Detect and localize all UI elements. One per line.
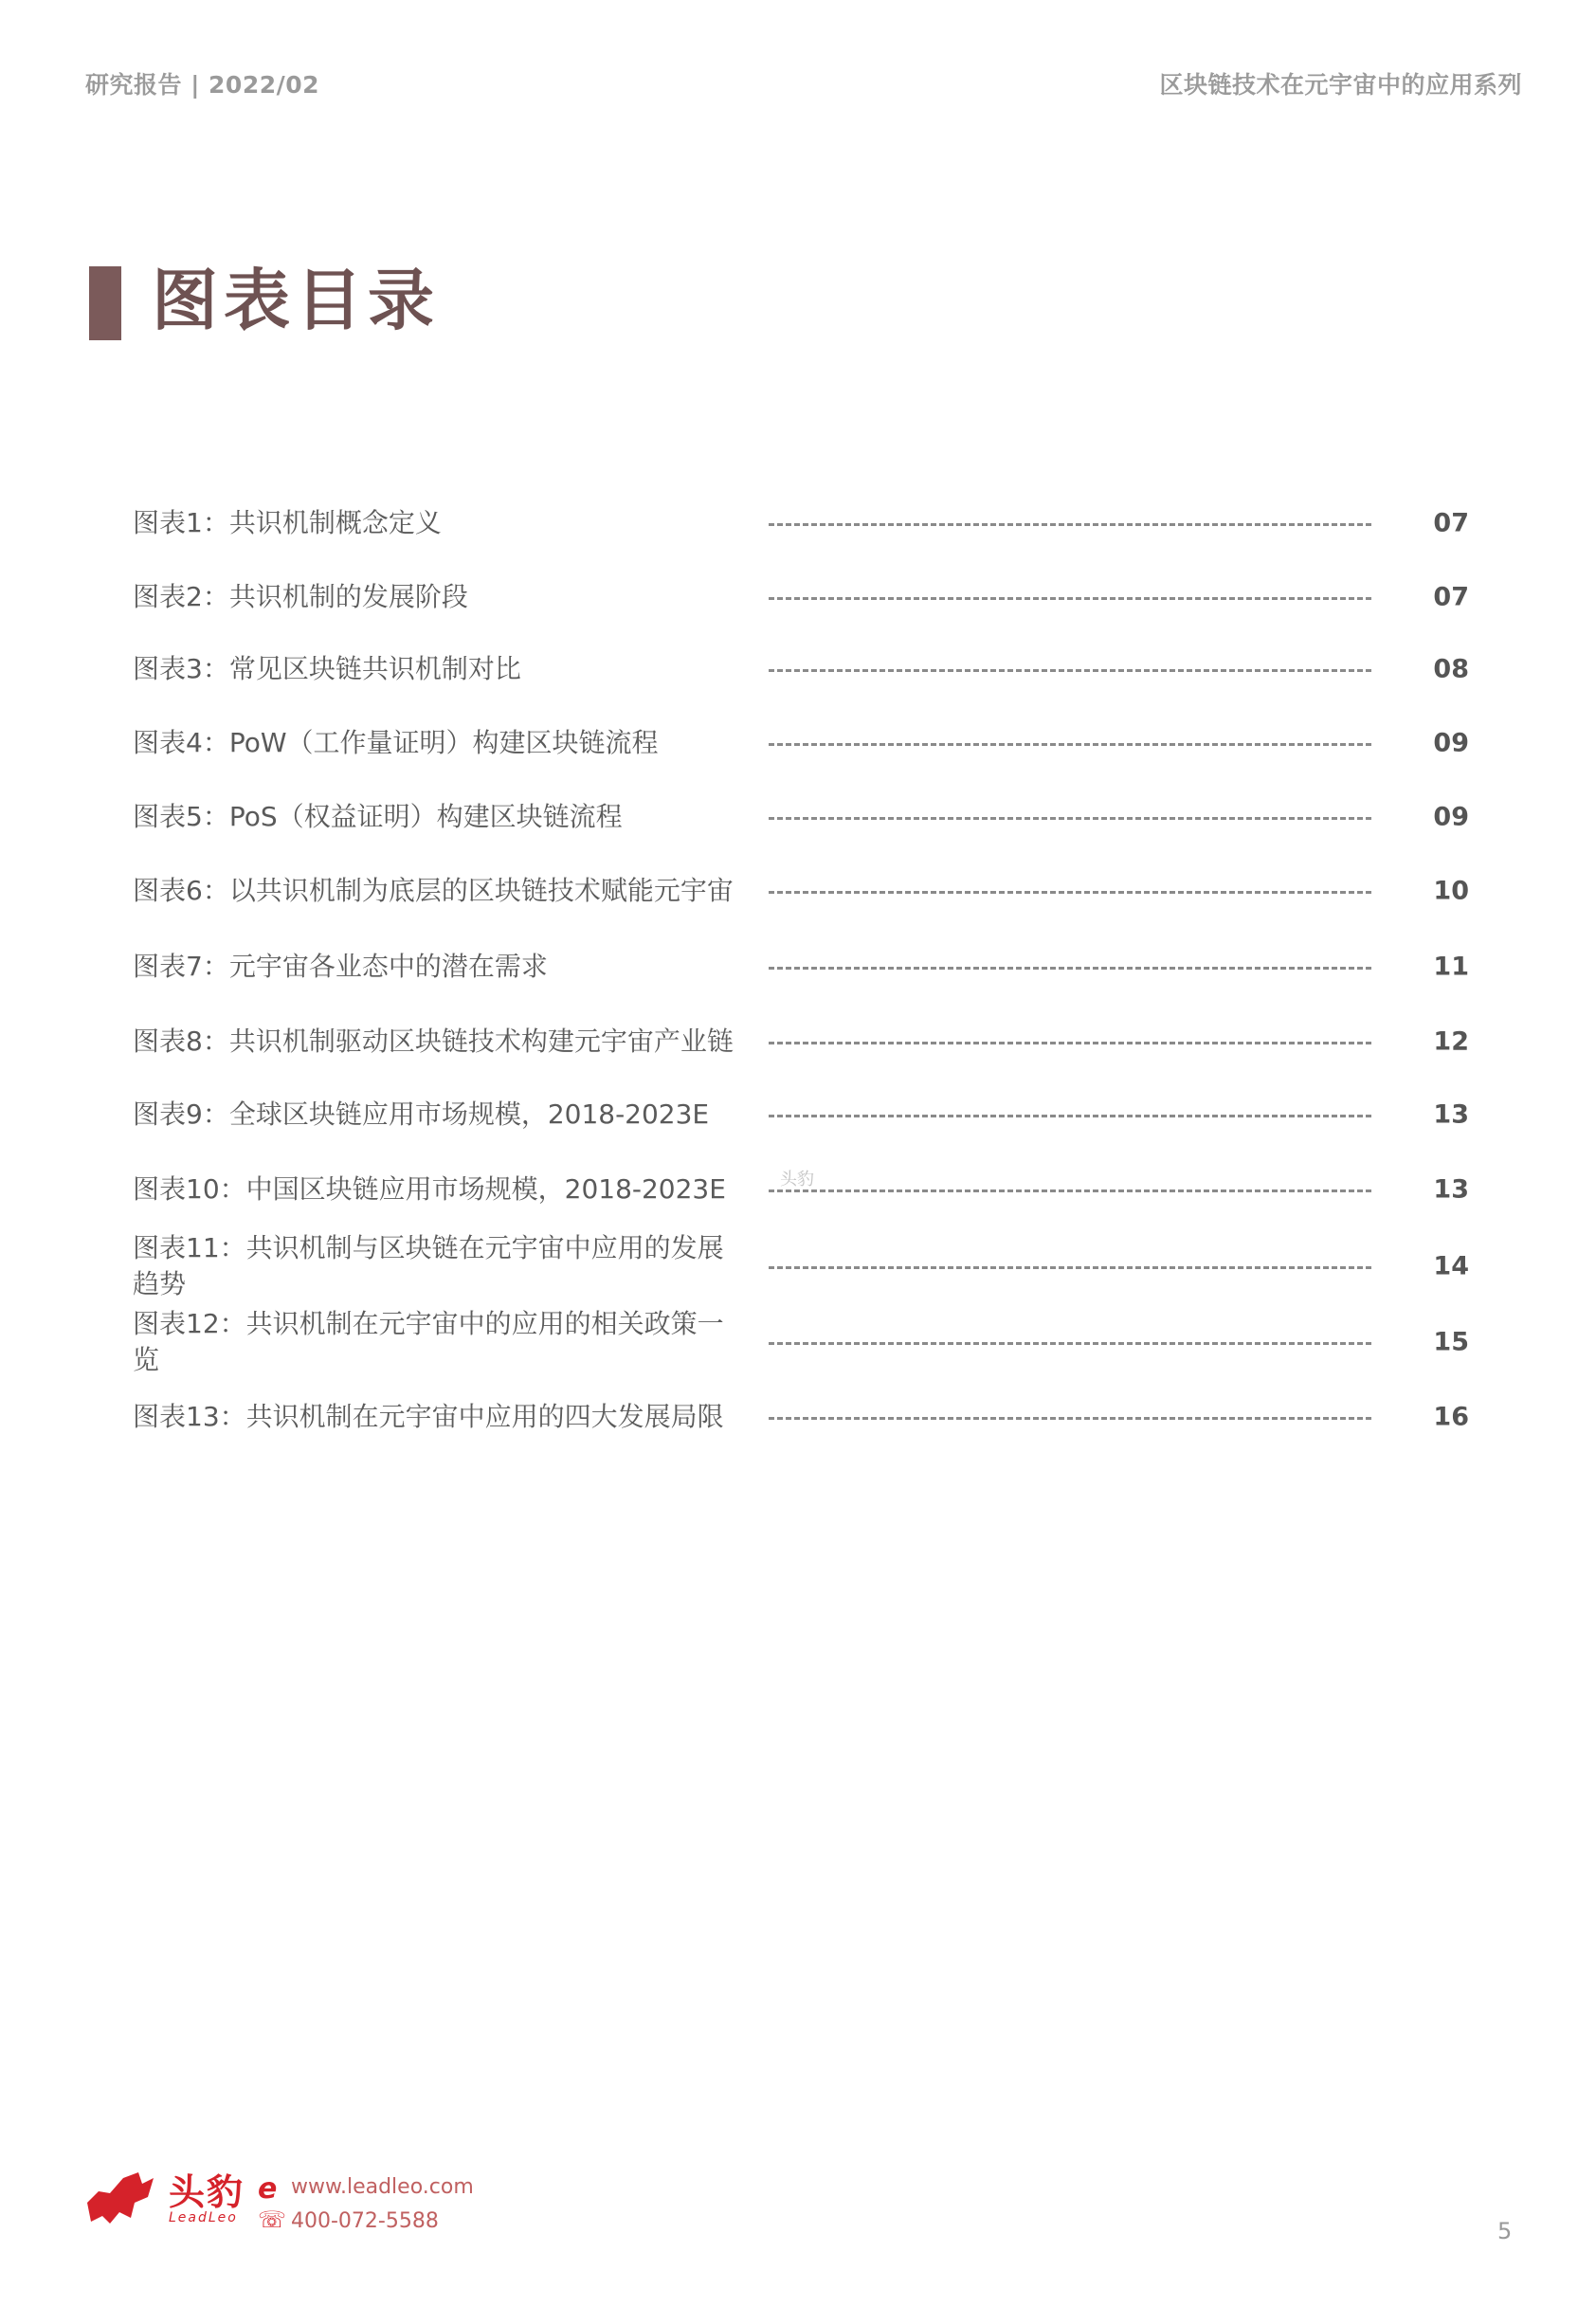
toc-label: 图表6：以共识机制为底层的区块链技术赋能元宇宙 bbox=[133, 875, 734, 906]
toc-page-number: 08 bbox=[1433, 654, 1469, 684]
toc-row[interactable] bbox=[133, 1077, 1469, 1153]
phone-number: 400-072-5588 bbox=[291, 2209, 439, 2233]
toc-label: 图表3：常见区块链共识机制对比 bbox=[133, 653, 521, 684]
dotted-leader bbox=[769, 1266, 1371, 1269]
toc-label: 图表8：共识机制驱动区块链技术构建元宇宙产业链 bbox=[133, 1026, 734, 1057]
title-accent-bar bbox=[89, 266, 121, 340]
web-icon: e bbox=[258, 2172, 278, 2206]
toc-row[interactable] bbox=[133, 559, 1469, 635]
toc-label: 图表12：共识机制在元宇宙中的应用的相关政策一览 bbox=[133, 1308, 724, 1375]
website-link[interactable]: www.leadleo.com bbox=[291, 2175, 474, 2199]
dotted-leader bbox=[769, 817, 1371, 820]
toc-row[interactable] bbox=[133, 631, 1469, 707]
dotted-leader bbox=[769, 743, 1371, 746]
toc-row[interactable] bbox=[133, 853, 1469, 929]
header-series-title: 区块链技术在元宇宙中的应用系列 bbox=[1159, 71, 1522, 99]
watermark: 头豹 bbox=[780, 1170, 814, 1189]
dotted-leader bbox=[769, 891, 1371, 894]
toc-label: 图表11：共识机制与区块链在元宇宙中应用的发展趋势 bbox=[133, 1232, 724, 1299]
toc-page-number: 11 bbox=[1433, 952, 1469, 982]
toc-page-number: 13 bbox=[1433, 1174, 1469, 1205]
dotted-leader bbox=[769, 967, 1371, 970]
toc-row[interactable] bbox=[133, 1004, 1469, 1080]
page-number: 5 bbox=[1497, 2218, 1513, 2244]
toc-page-number: 07 bbox=[1433, 508, 1469, 538]
toc-label: 图表1：共识机制概念定义 bbox=[133, 507, 442, 538]
toc-page-number: 16 bbox=[1433, 1402, 1469, 1432]
dotted-leader bbox=[769, 1342, 1371, 1345]
toc-page-number: 14 bbox=[1433, 1251, 1469, 1281]
toc-page-number: 10 bbox=[1433, 876, 1469, 906]
toc-label: 图表7：元宇宙各业态中的潜在需求 bbox=[133, 951, 548, 982]
toc-row[interactable] bbox=[133, 485, 1469, 561]
toc-label: 图表9：全球区块链应用市场规模，2018-2023E bbox=[133, 1099, 710, 1130]
toc-page-number: 09 bbox=[1433, 802, 1469, 832]
toc-page-number: 13 bbox=[1433, 1099, 1469, 1130]
toc-row[interactable] bbox=[133, 779, 1469, 855]
toc-row[interactable] bbox=[133, 1304, 1469, 1380]
toc-row[interactable] bbox=[133, 1228, 1469, 1304]
toc-label: 图表10：中国区块链应用市场规模，2018-2023E bbox=[133, 1173, 726, 1205]
page-title: 图表目录 bbox=[152, 262, 440, 339]
dotted-leader bbox=[769, 1042, 1371, 1044]
toc-label: 图表13：共识机制在元宇宙中应用的四大发展局限 bbox=[133, 1401, 724, 1432]
phone-icon: ☏ bbox=[258, 2206, 287, 2233]
toc-page-number: 15 bbox=[1433, 1327, 1469, 1357]
brand-name-cn: 头豹 bbox=[169, 2171, 245, 2213]
dotted-leader bbox=[769, 1115, 1371, 1117]
header-report-date: 研究报告 | 2022/02 bbox=[85, 71, 320, 99]
toc-label: 图表4：PoW（工作量证明）构建区块链流程 bbox=[133, 727, 659, 758]
brand-name-en: LeadLeo bbox=[169, 2210, 238, 2225]
toc-page-number: 07 bbox=[1433, 582, 1469, 612]
toc-row[interactable] bbox=[133, 929, 1469, 1005]
dotted-leader bbox=[769, 523, 1371, 526]
dotted-leader bbox=[769, 1417, 1371, 1420]
dotted-leader bbox=[769, 597, 1371, 600]
leadleo-logo-icon bbox=[82, 2165, 157, 2233]
toc-page-number: 09 bbox=[1433, 728, 1469, 758]
toc-label: 图表5：PoS（权益证明）构建区块链流程 bbox=[133, 801, 623, 832]
dotted-leader bbox=[769, 1189, 1371, 1192]
toc-row[interactable] bbox=[133, 705, 1469, 781]
toc-label: 图表2：共识机制的发展阶段 bbox=[133, 581, 468, 612]
toc-page-number: 12 bbox=[1433, 1026, 1469, 1057]
dotted-leader bbox=[769, 669, 1371, 672]
toc-row[interactable] bbox=[133, 1379, 1469, 1455]
